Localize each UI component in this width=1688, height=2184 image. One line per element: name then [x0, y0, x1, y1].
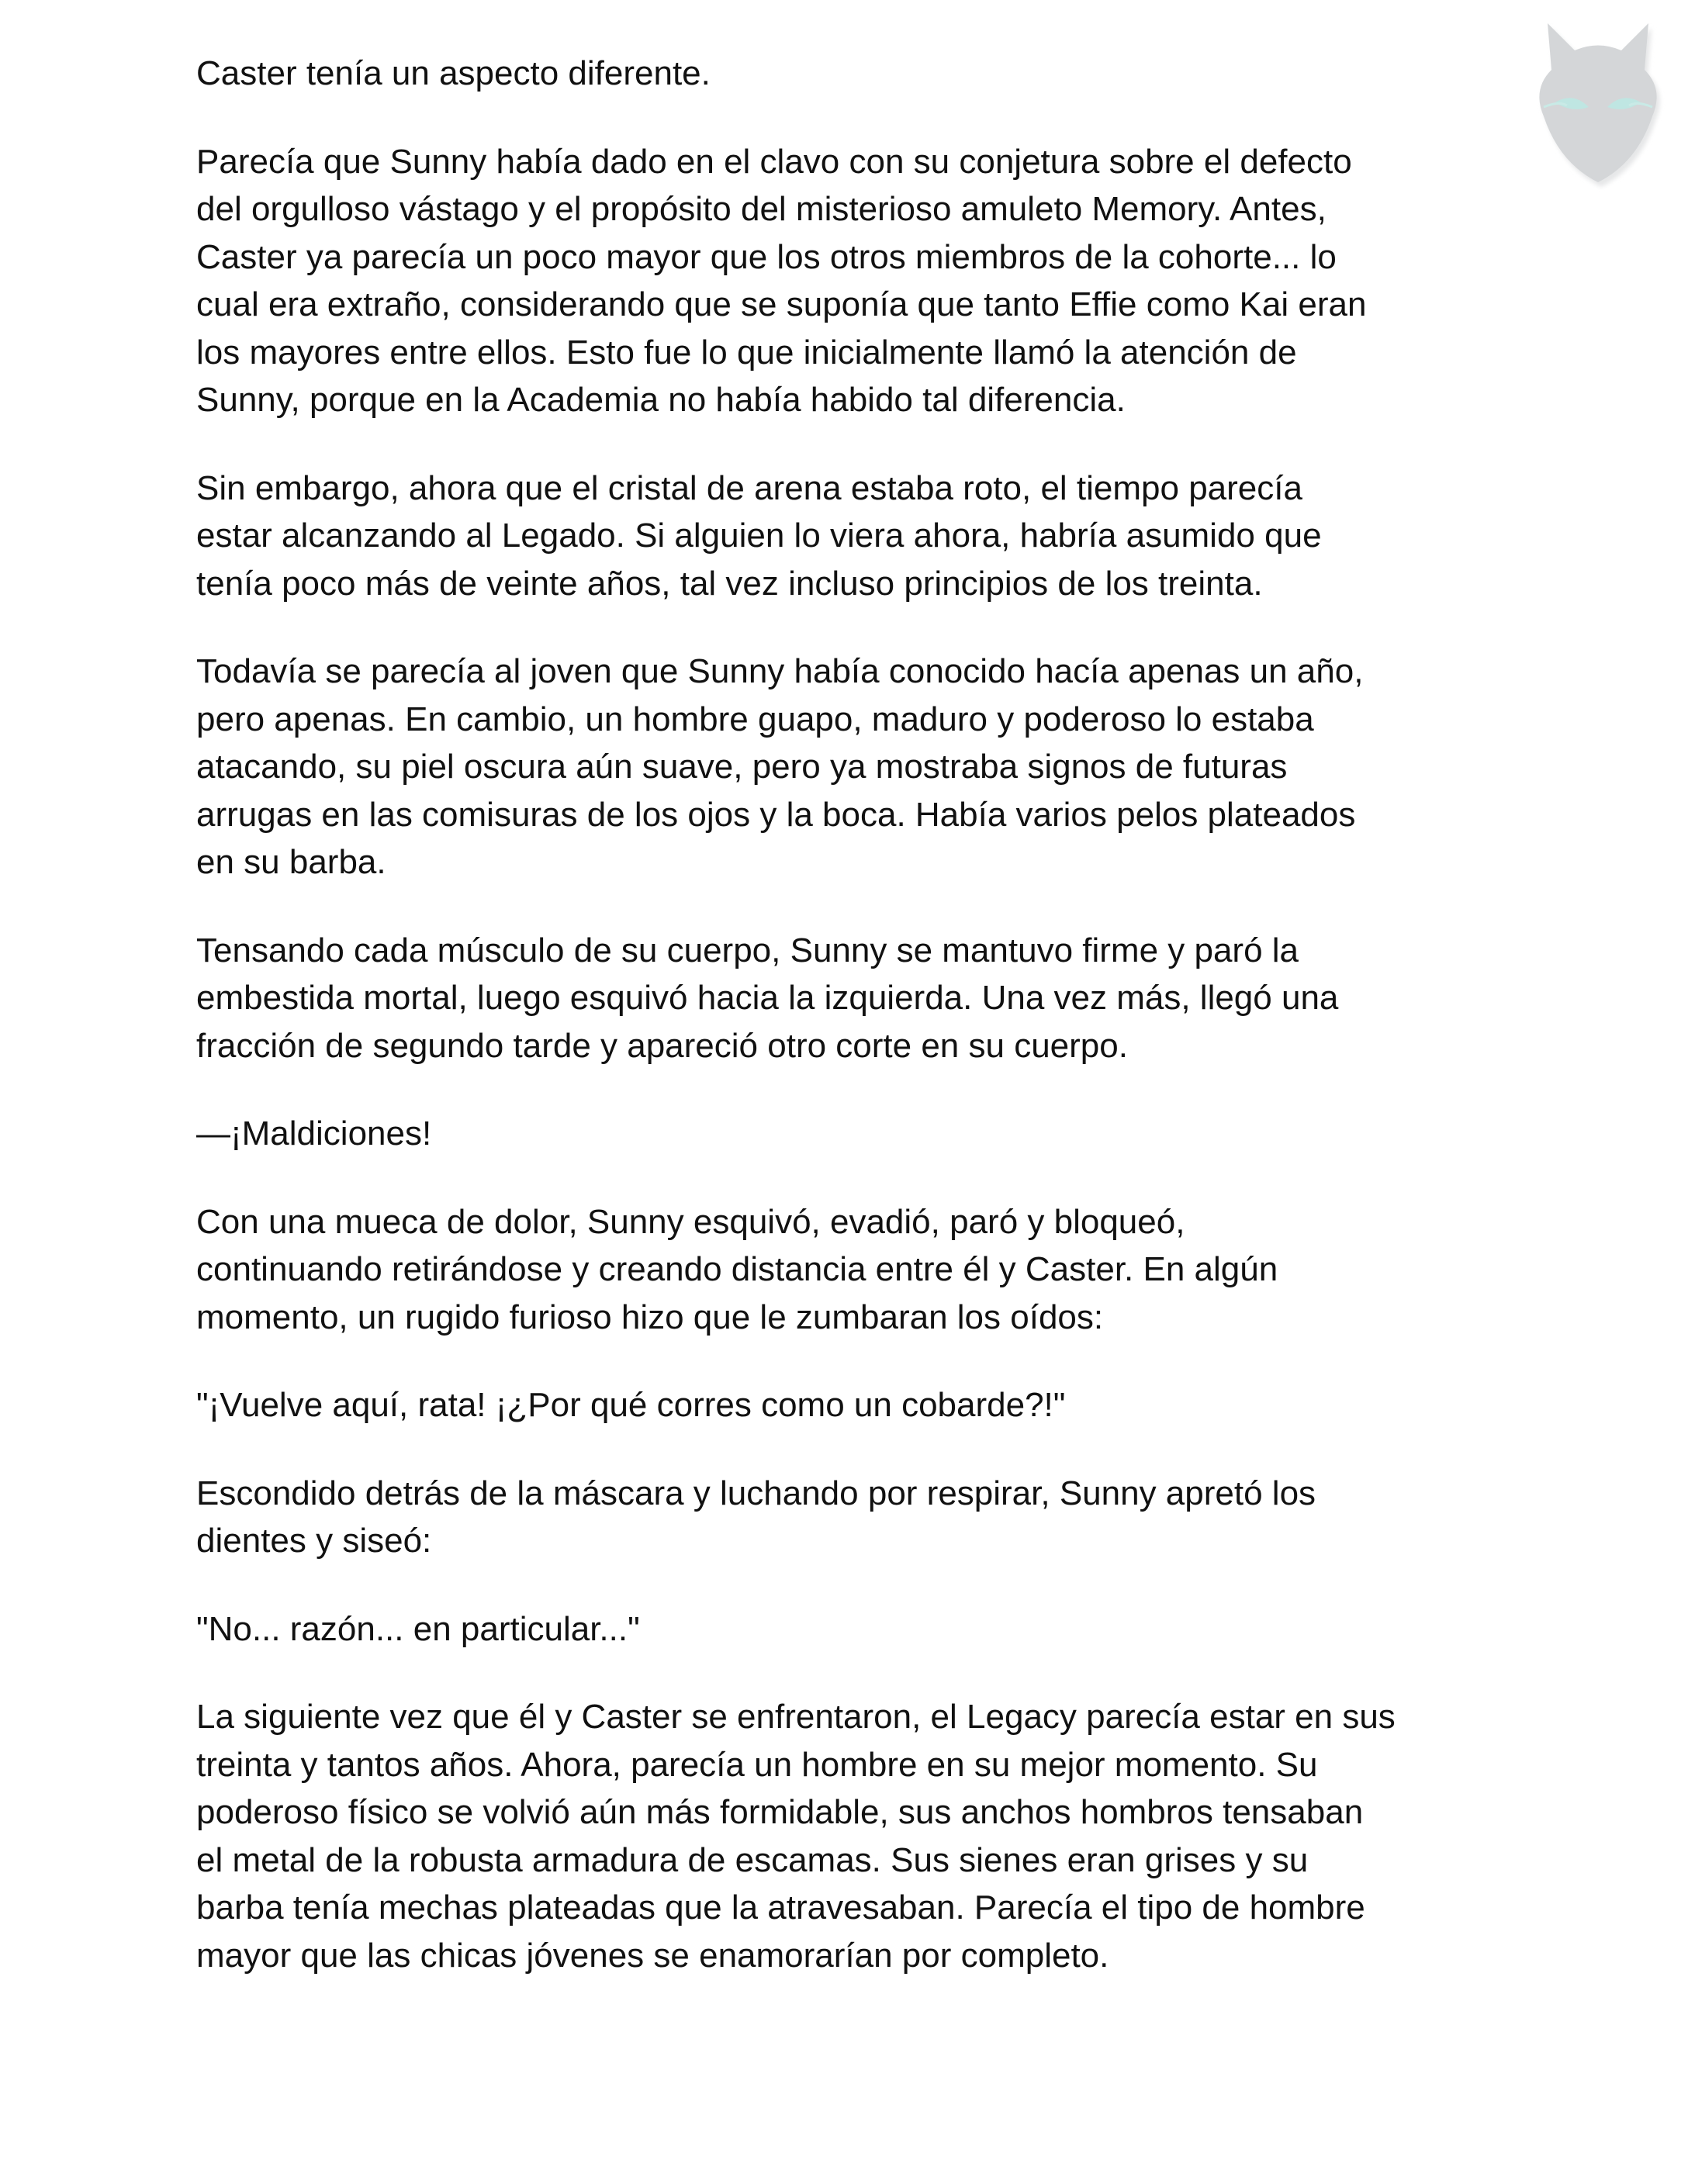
paragraph: Todavía se parecía al joven que Sunny había conocido hacía apenas un año, pero apenas. En cambio, un hombre guapo, maduro y poderoso lo estaba atacando, su piel oscura aún suave, pero ya mostraba signos de futuras arrugas en las comisuras de los ojos y la boca. Había varios pelos plateados en su barba.	[196, 652, 1364, 881]
paragraph: Con una mueca de dolor, Sunny esquivó, evadió, paró y bloqueó, continuando retirándose y creando distancia entre él y Caster. En algún momento, un rugido furioso hizo que le zumbaran los oídos:	[196, 1202, 1278, 1336]
demon-mask-logo-icon	[1520, 16, 1676, 194]
paragraph: Caster tenía un aspecto diferente.	[196, 54, 711, 92]
document-body	[196, 50, 1515, 2020]
paragraph: Escondido detrás de la máscara y luchando por respirar, Sunny apretó los dientes y siseó:	[196, 1474, 1316, 1560]
paragraph: —¡Maldiciones!	[196, 1114, 432, 1152]
paragraph: Parecía que Sunny había dado en el clavo con su conjetura sobre el defecto del orgulloso vástago y el propósito del misterioso amuleto Memory. Antes, Caster ya parecía un poco mayor que los otros miembros de la cohorte... lo cual era extraño, considerando que se suponía que tanto Effie como Kai eran los mayores entre ellos. Esto fue lo que inicialmente llamó la atención de Sunny, porque en la Academia no había habido tal diferencia.	[196, 142, 1367, 419]
paragraph: Sin embargo, ahora que el cristal de arena estaba roto, el tiempo parecía estar alcanzando al Legado. Si alguien lo viera ahora, habría asumido que tenía poco más de veinte años, tal vez incluso principios de los treinta.	[196, 468, 1322, 603]
paragraph: Tensando cada músculo de su cuerpo, Sunny se mantuvo firme y paró la embestida mortal, luego esquivó hacia la izquierda. Una vez más, llegó una fracción de segundo tarde y apareció otro corte en su cuerpo.	[196, 931, 1339, 1065]
paragraph: "¡Vuelve aquí, rata! ¡¿Por qué corres como un cobarde?!"	[196, 1386, 1066, 1424]
paragraph: La siguiente vez que él y Caster se enfrentaron, el Legacy parecía estar en sus treinta y tantos años. Ahora, parecía un hombre en su mejor momento. Su poderoso físico se volvió aún más formidable, sus anchos hombros tensaban el metal de la robusta armadura de escamas. Sus sienes eran grises y su barba tenía mechas plateadas que la atravesaban. Parecía el tipo de hombre mayor que las chicas jóvenes se enamorarían por completo.	[196, 1698, 1396, 1975]
paragraph: "No... razón... en particular..."	[196, 1609, 640, 1648]
